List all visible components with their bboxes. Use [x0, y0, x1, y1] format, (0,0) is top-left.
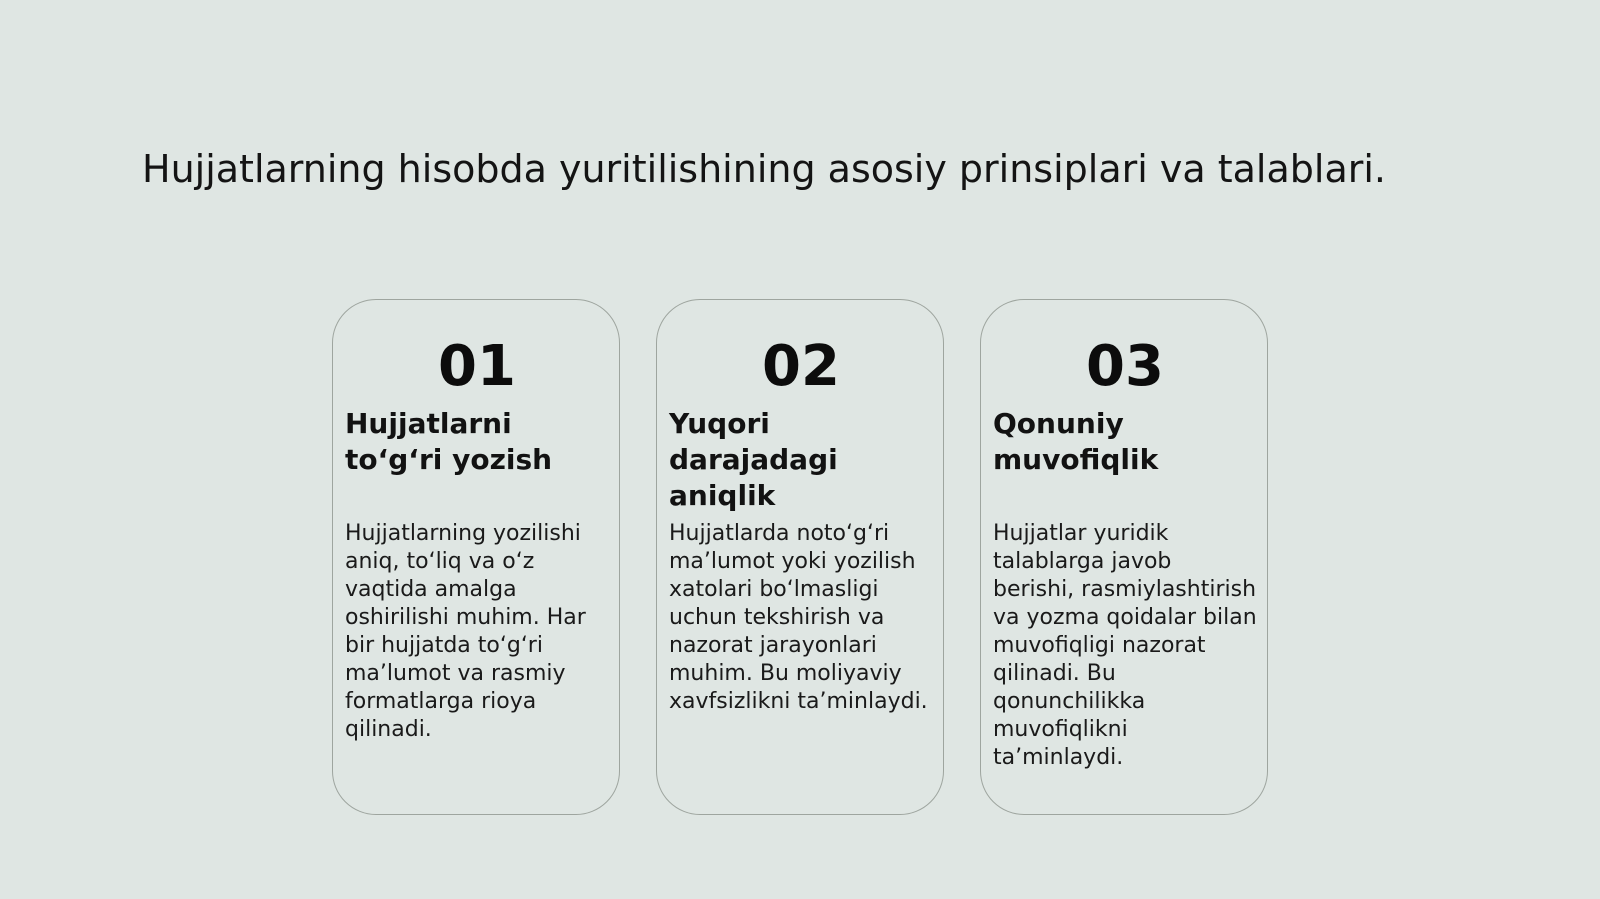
- principle-card-2: [656, 299, 944, 815]
- card-heading: Yuqori darajadagi aniqlik: [669, 407, 838, 512]
- card-text: Hujjatlarning yozilishi aniq, to‘liq va o‘z vaqtida amalga oshirilishi muhim. Har bir hujjatda to‘g‘ri ma’lumot va rasmiy formatlarga rioya qilinadi.: [345, 521, 586, 742]
- slide-title: Hujjatlarning hisobda yuritilishining asosiy prinsiplari va talablari.: [142, 147, 1386, 191]
- principle-card-3: [980, 299, 1268, 815]
- card-heading: Qonuniy muvofiqlik: [993, 407, 1159, 476]
- card-number: 03: [1086, 334, 1164, 399]
- card-number: 02: [762, 334, 840, 399]
- principles-cards: [332, 299, 1268, 815]
- card-number: 01: [438, 334, 516, 399]
- card-text: Hujjatlarda noto‘g‘ri ma’lumot yoki yozilish xatolari bo‘lmasligi uchun tekshirish va nazorat jarayonlari muhim. Bu moliyaviy xavfsizlikni ta’minlaydi.: [669, 521, 928, 714]
- principle-card-1: [332, 299, 620, 815]
- card-text: Hujjatlar yuridik talablarga javob berishi, rasmiylashtirish va yozma qoidalar bilan muvofiqligi nazorat qilinadi. Bu qonunchilikka muvofiqlikni ta’minlaydi.: [993, 521, 1257, 770]
- card-heading: Hujjatlarni to‘g‘ri yozish: [345, 407, 553, 476]
